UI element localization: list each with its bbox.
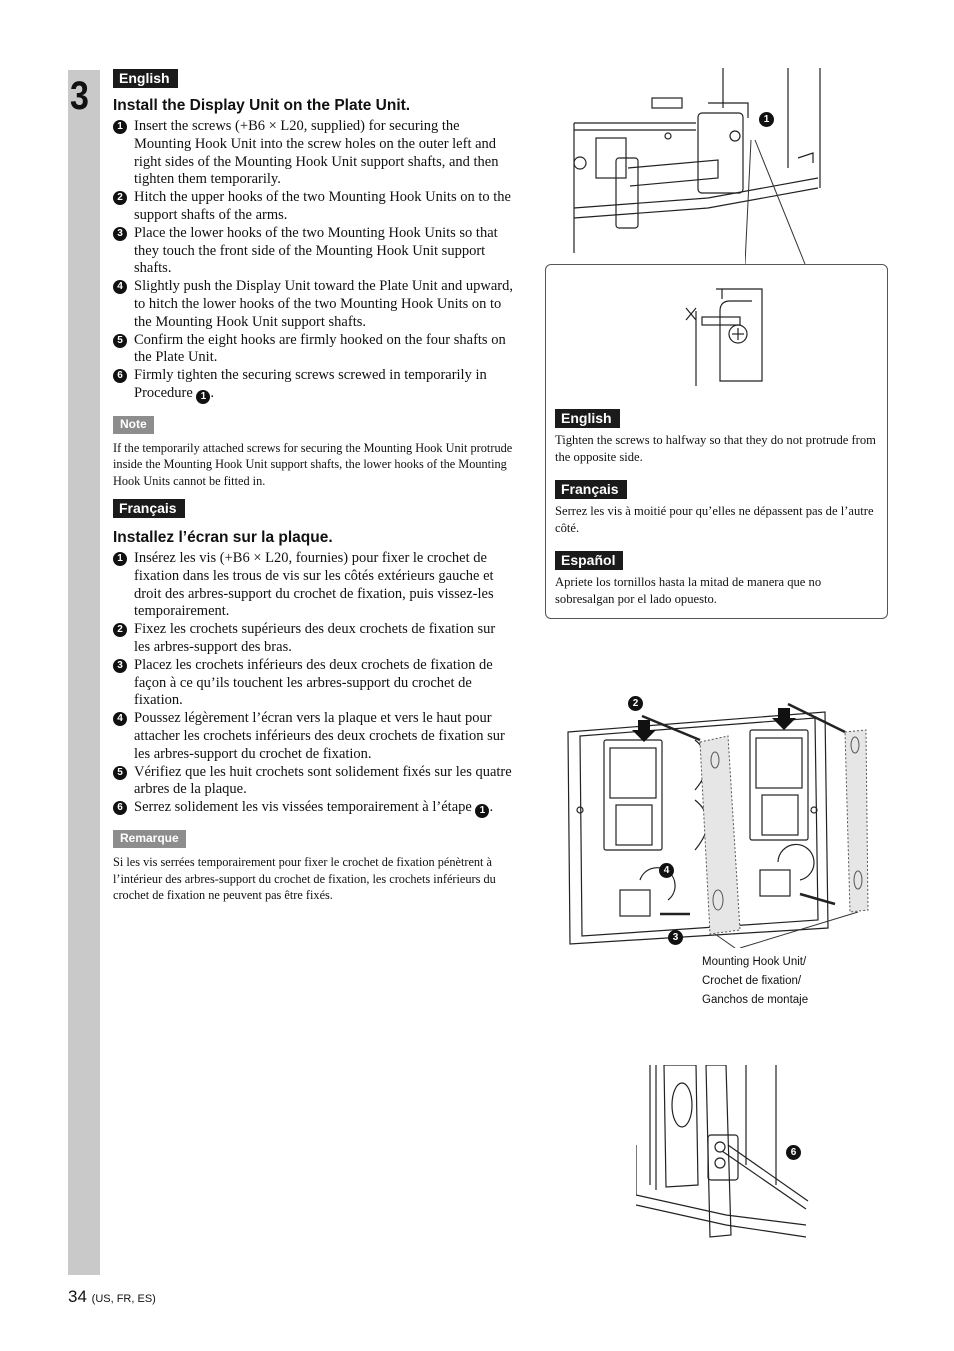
english-note: If the temporarily attached screws for securing the Mounting Hook Unit protrude inside the Mounting Hook Unit support shafts, the lower hooks of the Mounting Hook Units cannot be fitted in. [113, 440, 513, 488]
step-number: 3 [70, 74, 89, 118]
list-item: 4 Poussez légèrement l’écran vers la plaque et vers le haut pour attacher les crochets inférieurs des deux crochets de fixation sur les arbres-support du crochet de fixation. [113, 710, 513, 763]
english-section [113, 69, 513, 489]
french-note: Si les vis serrées temporairement pour fixer le crochet de fixation pénètrent à l’intérieur des arbres-support du crochet de fixation, les crochets inférieurs du crochet de fixation ne peuvent pas être fixés. [113, 855, 496, 902]
step-6-marker: 6 [786, 1145, 801, 1160]
english-heading: Install the Display Unit on the Plate Unit. [113, 97, 411, 114]
remarque-tag: Remarque [113, 830, 186, 848]
french-tag: Français [113, 499, 185, 518]
step-2-marker: 2 [628, 696, 643, 711]
list-item: 3 Placez les crochets inférieurs des deux crochets de fixation de façon à ce qu’ils touchent les arbres-support du crochet de fixation. [113, 657, 513, 710]
callout-leader-lines [745, 140, 835, 266]
callout-english-text: Tighten the screws to halfway so that they do not protrude from the opposite side. [555, 433, 876, 464]
list-item: 3 Place the lower hooks of the two Mounting Hook Units so that they touch the front side of the Mounting Hook Unit support shafts. [113, 225, 513, 278]
step-4-marker: 4 [659, 863, 674, 878]
list-item: 2 Fixez les crochets supérieurs des deux crochets de fixation sur les arbres-support des bras. [113, 621, 513, 657]
list-item: 1 Insert the screws (+B6 × L20, supplied) for securing the Mounting Hook Unit into the screw holes on the outer left and right sides of the Mounting Hook Unit support shafts, and then tighten them temporarily. [113, 118, 513, 189]
list-item: 6 Firmly tighten the securing screws screwed in temporarily in Procedure 1 . [113, 367, 513, 404]
step-sidebar [68, 70, 100, 1275]
callout-spanish [555, 551, 880, 607]
english-steps [113, 118, 513, 404]
list-item: 5 Vérifiez que les huit crochets sont solidement fixés sur les quatre arbres de la plaque. [113, 764, 513, 800]
step-1-marker: 1 [759, 112, 774, 127]
list-item: 1 Insérez les vis (+B6 × L20, fournies) pour fixer le crochet de fixation dans les trous de vis sur les côtés extérieurs gauche et droit des arbres-support du crochet de fixation, puis vissez-les temporairement. [113, 550, 513, 621]
callout-english-tag: English [555, 409, 620, 428]
note-tag: Note [113, 416, 154, 434]
callout-spanish-tag: Español [555, 551, 623, 570]
callout-french-tag: Français [555, 480, 627, 499]
french-section [113, 499, 513, 903]
page-number: 34 (US, FR, ES) [68, 1287, 156, 1306]
french-steps [113, 550, 513, 818]
callout-english [555, 409, 880, 465]
french-heading: Installez l’écran sur la plaque. [113, 529, 333, 546]
list-item: 2 Hitch the upper hooks of the two Mounting Hook Units on to the support shafts of the arms. [113, 189, 513, 225]
english-tag: English [113, 69, 178, 88]
list-item: 5 Confirm the eight hooks are firmly hooked on the four shafts on the Plate Unit. [113, 332, 513, 368]
callout-spanish-text: Apriete los tornillos hasta la mitad de manera que no sobresalgan por el lado opuesto. [555, 575, 822, 606]
callout-french-text: Serrez les vis à moitié pour qu’elles ne dépassent pas de l’autre côté. [555, 504, 874, 535]
plate-unit-hooks-figure [560, 700, 872, 948]
list-item: 6 Serrez solidement les vis vissées temporairement à l’étape 1 . [113, 799, 513, 818]
screw-detail-figure [676, 281, 796, 391]
mounting-hook-caption: Mounting Hook Unit/ Crochet de fixation/ Ganchos de montaje [702, 956, 809, 1007]
list-item: 4 Slightly push the Display Unit toward the Plate Unit and upward, to hitch the lower hooks of the two Mounting Hook Units on to the Mounting Hook Unit support shafts. [113, 278, 513, 331]
screw-tip-callout [545, 264, 888, 619]
callout-french [555, 480, 880, 536]
step-3-marker: 3 [668, 930, 683, 945]
screw-tightening-figure [636, 1065, 812, 1247]
